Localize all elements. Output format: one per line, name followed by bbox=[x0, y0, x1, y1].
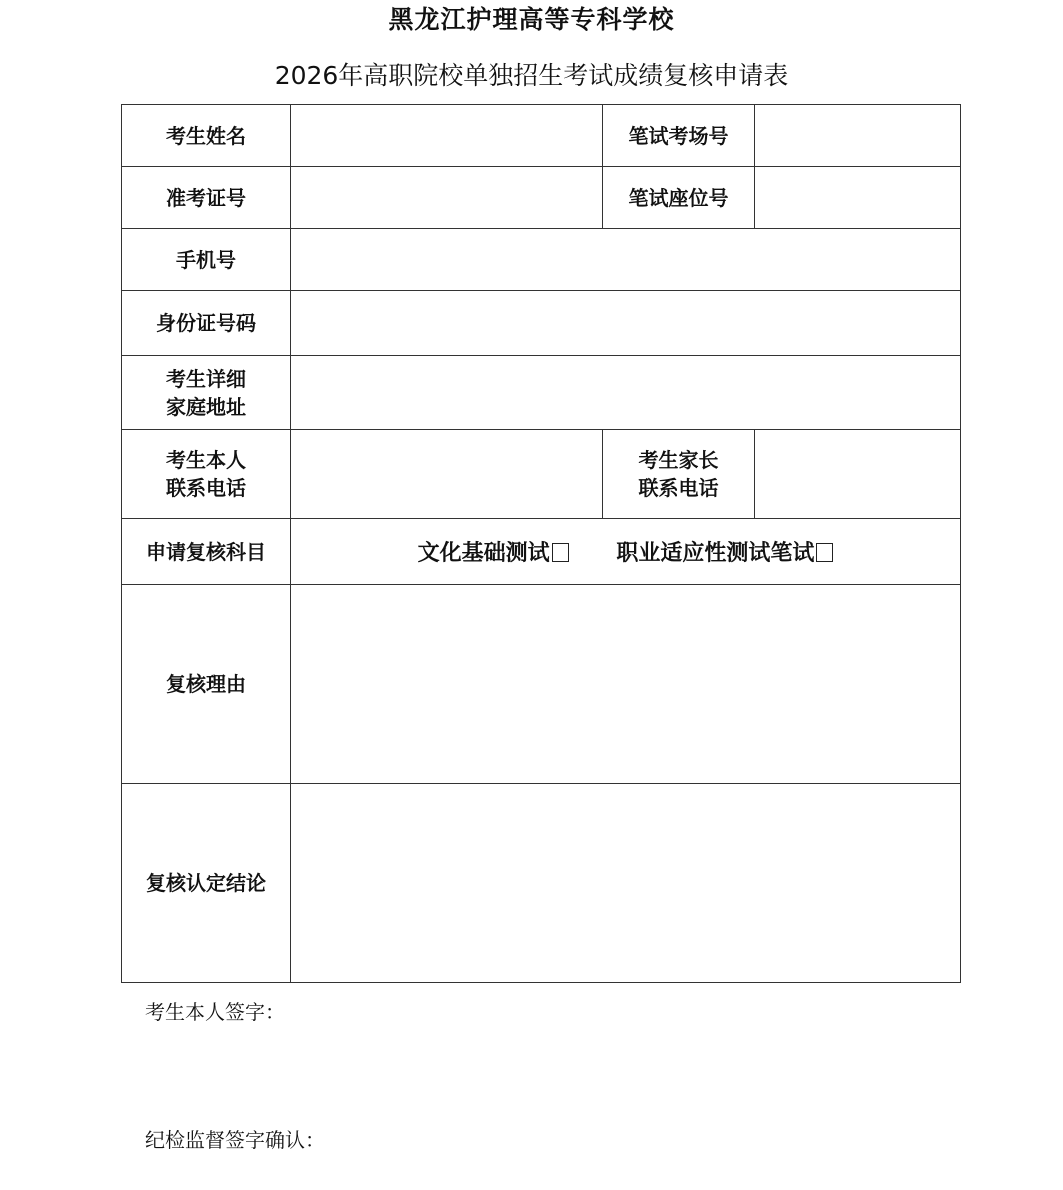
exam-room-field[interactable] bbox=[755, 105, 961, 167]
subject-option-culture[interactable] bbox=[418, 536, 569, 567]
self-contact-field[interactable] bbox=[291, 430, 603, 519]
subject-culture-checkbox[interactable] bbox=[552, 543, 569, 562]
conclusion-field[interactable] bbox=[291, 784, 961, 983]
reason-label: 复核理由 bbox=[122, 585, 291, 784]
candidate-signature-label: 考生本人签字： bbox=[145, 1000, 285, 1024]
row-address bbox=[122, 356, 961, 430]
reason-field[interactable] bbox=[291, 585, 961, 784]
id-number-label: 身份证号码 bbox=[122, 291, 291, 356]
phone-field[interactable] bbox=[291, 229, 961, 291]
seat-no-label: 笔试座位号 bbox=[603, 167, 755, 229]
name-label: 考生姓名 bbox=[122, 105, 291, 167]
parent-contact-label bbox=[603, 430, 755, 519]
self-contact-label-line1: 考生本人 bbox=[166, 448, 246, 472]
subjects-options bbox=[291, 519, 961, 585]
review-application-table bbox=[121, 104, 961, 983]
form-title: 2026年高职院校单独招生考试成绩复核申请表 bbox=[274, 61, 789, 90]
phone-label: 手机号 bbox=[122, 229, 291, 291]
subjects-label: 申请复核科目 bbox=[122, 519, 291, 585]
row-conclusion bbox=[122, 784, 961, 983]
name-field[interactable] bbox=[291, 105, 603, 167]
admission-no-field[interactable] bbox=[291, 167, 603, 229]
subject-option-vocational[interactable] bbox=[616, 536, 833, 567]
supervision-signature-label: 纪检监督签字确认： bbox=[145, 1128, 325, 1152]
parent-contact-label-line2: 联系电话 bbox=[638, 476, 719, 500]
address-label-line2: 家庭地址 bbox=[166, 394, 246, 419]
seat-no-field[interactable] bbox=[755, 167, 961, 229]
subject-vocational-checkbox[interactable] bbox=[816, 543, 833, 562]
row-contacts bbox=[122, 430, 961, 519]
subject-option-culture-label: 文化基础测试 bbox=[417, 541, 550, 566]
subject-option-vocational-label: 职业适应性测试笔试 bbox=[616, 541, 815, 566]
row-phone bbox=[122, 229, 961, 291]
address-label bbox=[122, 356, 291, 430]
row-name bbox=[122, 105, 961, 167]
address-field[interactable] bbox=[291, 356, 961, 430]
row-admission bbox=[122, 167, 961, 229]
self-contact-label-line2: 联系电话 bbox=[166, 476, 246, 500]
school-name: 黑龙江护理高等专科学校 bbox=[388, 5, 675, 34]
parent-contact-label-line1: 考生家长 bbox=[638, 448, 719, 472]
exam-room-label: 笔试考场号 bbox=[603, 105, 755, 167]
admission-no-label: 准考证号 bbox=[122, 167, 291, 229]
id-number-field[interactable] bbox=[291, 291, 961, 356]
row-reason bbox=[122, 585, 961, 784]
row-subjects bbox=[122, 519, 961, 585]
self-contact-label bbox=[122, 430, 291, 519]
parent-contact-field[interactable] bbox=[755, 430, 961, 519]
row-id-number bbox=[122, 291, 961, 356]
conclusion-label: 复核认定结论 bbox=[122, 784, 291, 983]
address-label-line1: 考生详细 bbox=[166, 366, 246, 391]
